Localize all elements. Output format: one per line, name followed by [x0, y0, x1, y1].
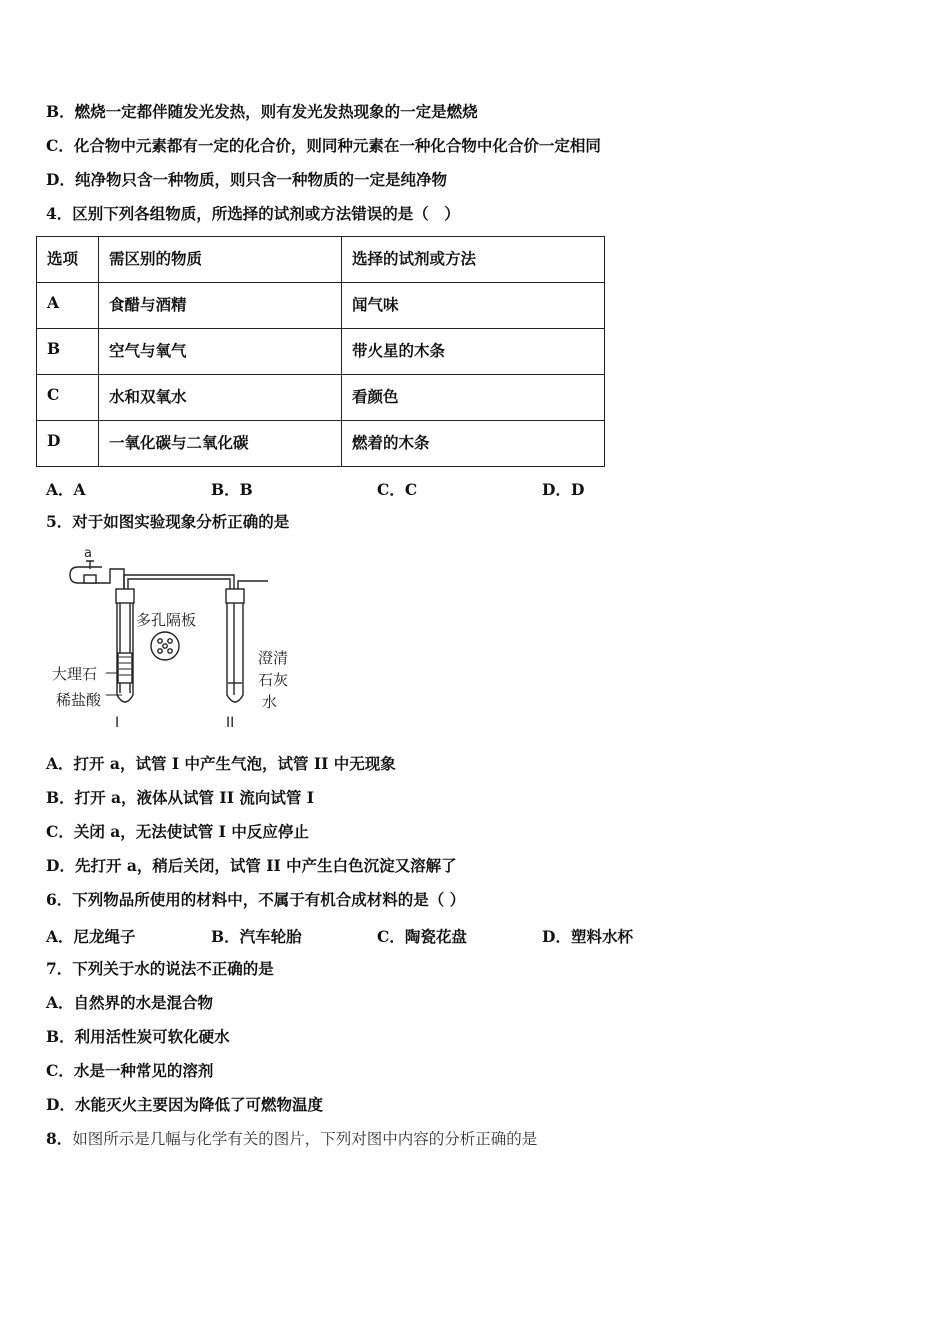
q7-option-c: C．水是一种常见的溶剂: [46, 1061, 214, 1080]
q5-option-c: C．关闭 a，无法使试管 I 中反应停止: [46, 822, 309, 841]
q7-stem: 7．下列关于水的说法不正确的是: [46, 959, 274, 978]
q8-number: 8．: [46, 1129, 73, 1148]
table-row: [37, 329, 605, 375]
limewater-label-line2: 石灰: [258, 671, 289, 689]
table-header-row: [37, 237, 605, 283]
q4-options: [46, 478, 646, 498]
q7-option-d: D．水能灭火主要因为降低了可燃物温度: [46, 1095, 323, 1114]
q6-options: [46, 925, 666, 945]
q5-option-b: B．打开 a，液体从试管 II 流向试管 I: [46, 788, 314, 807]
connecting-tube: [124, 575, 234, 589]
q6-option-a: A．尼龙绳子: [46, 927, 136, 946]
q4-option-b: B．B: [211, 480, 253, 499]
q4-stem: 4．区别下列各组物质，所选择的试剂或方法错误的是（ ）: [46, 204, 460, 223]
table-cell: 看颜色: [342, 375, 605, 421]
table-cell: 燃着的木条: [342, 421, 605, 467]
table-row: [37, 421, 605, 467]
table-cell: D: [37, 421, 99, 467]
acid-label: 稀盐酸: [56, 691, 102, 709]
table-header-cell: 需区别的物质: [99, 237, 342, 283]
q4-option-c: C．C: [377, 480, 418, 499]
q5-stem: 5．对于如图实验现象分析正确的是: [46, 512, 290, 531]
q8-stem: [46, 1129, 537, 1149]
table-cell: 水和双氧水: [99, 375, 342, 421]
table-row: [37, 375, 605, 421]
q8-text: 如图所示是几幅与化学有关的图片，下列对图中内容的分析正确的是: [72, 1130, 538, 1148]
q3-option-c: C．化合物中元素都有一定的化合价，则同种元素在一种化合物中化合价一定相同: [46, 136, 601, 155]
table-cell: B: [37, 329, 99, 375]
q3-option-b: B．燃烧一定都伴随发光发热，则有发光发热现象的一定是燃烧: [46, 102, 478, 121]
valve-tube: [70, 567, 124, 589]
table-row: [37, 283, 605, 329]
table-header-cell: 选择的试剂或方法: [342, 237, 605, 283]
q7-option-b: B．利用活性炭可软化硬水: [46, 1027, 230, 1046]
table-cell: C: [37, 375, 99, 421]
q4-option-d: D．D: [542, 480, 585, 499]
tube-II: [227, 603, 243, 702]
valve-label: a: [84, 546, 92, 561]
marble-label: 大理石: [52, 665, 98, 683]
q6-option-c: C．陶瓷花盘: [377, 927, 467, 946]
limewater-label-line3: 水: [262, 693, 278, 711]
table-header-cell: 选项: [37, 237, 99, 283]
table-cell: 一氧化碳与二氧化碳: [99, 421, 342, 467]
q3-option-d: D．纯净物只含一种物质，则只含一种物质的一定是纯净物: [46, 170, 447, 189]
porous-plate-detail: [151, 632, 179, 660]
q7-option-a: A．自然界的水是混合物: [46, 993, 214, 1012]
table-cell: A: [37, 283, 99, 329]
porous-plate-label: 多孔隔板: [136, 611, 197, 629]
q6-stem: 6．下列物品所使用的材料中，不属于有机合成材料的是（ ）: [46, 890, 466, 909]
q5-option-d: D．先打开 a，稍后关闭，试管 II 中产生白色沉淀又溶解了: [46, 856, 457, 875]
q6-option-b: B．汽车轮胎: [211, 927, 302, 946]
tube-II-label: II: [226, 715, 235, 731]
q4-table: [36, 236, 605, 467]
q4-option-a: A．A: [46, 480, 86, 499]
tube-I-label: I: [115, 715, 120, 731]
table-cell: 闻气味: [342, 283, 605, 329]
q5-apparatus-figure: [50, 545, 310, 740]
table-cell: 空气与氧气: [99, 329, 342, 375]
q5-option-a: A．打开 a，试管 I 中产生气泡，试管 II 中无现象: [46, 754, 396, 773]
q6-option-d: D．塑料水杯: [542, 927, 633, 946]
limewater-label-line1: 澄清: [258, 649, 289, 667]
table-cell: 食醋与酒精: [99, 283, 342, 329]
table-cell: 带火星的木条: [342, 329, 605, 375]
